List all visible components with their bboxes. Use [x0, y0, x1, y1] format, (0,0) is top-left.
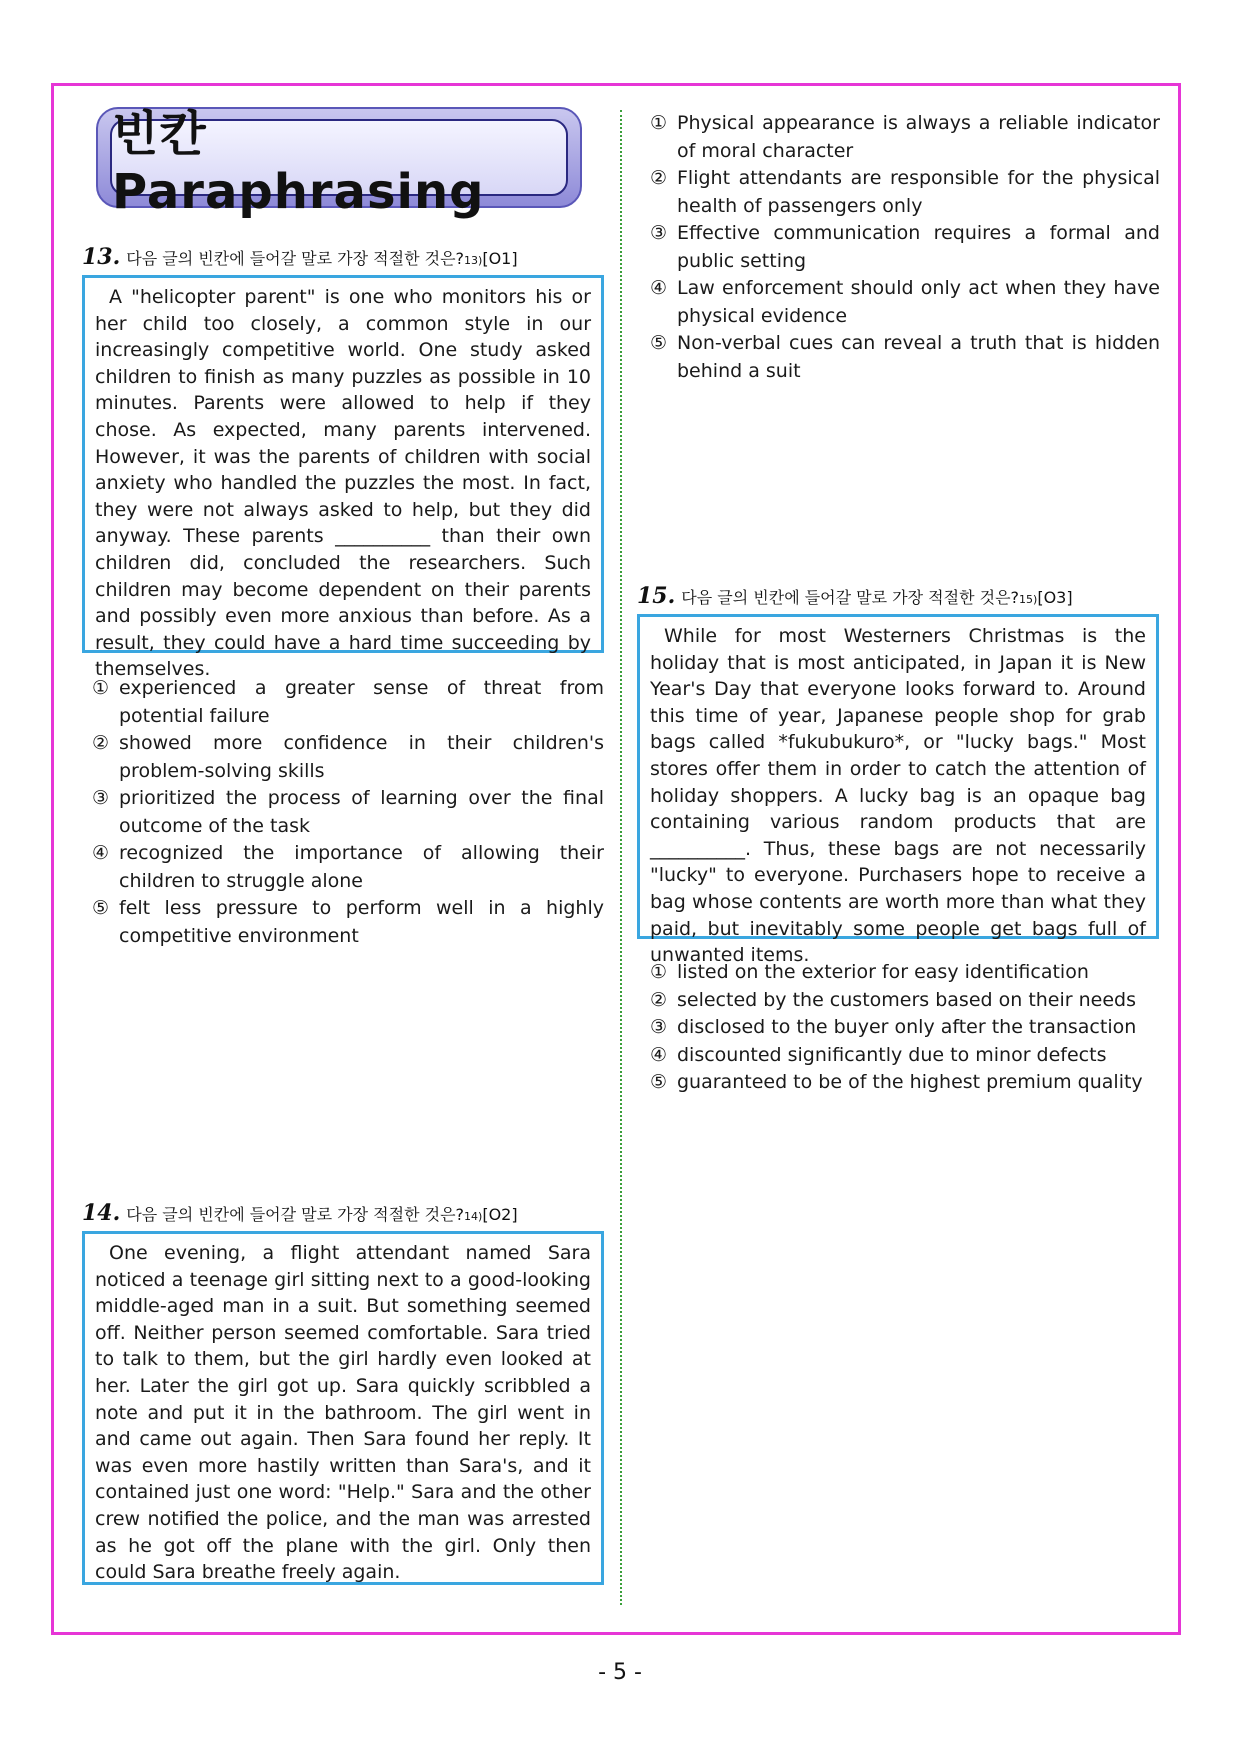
choice-text: experienced a greater sense of threat from potential failure [119, 677, 604, 727]
question-13-choices [92, 675, 604, 950]
choice-text: Effective communication requires a formal and public setting [677, 222, 1160, 272]
question-14-header [82, 1200, 518, 1226]
choice-text: Non-verbal cues can reveal a truth that is hidden behind a suit [677, 332, 1160, 382]
choice-text: disclosed to the buyer only after the transaction [677, 1016, 1137, 1038]
choice-text: discounted significantly due to minor defects [677, 1043, 1107, 1066]
choice-item[interactable] [650, 1069, 1160, 1097]
section-title-badge [96, 106, 582, 220]
choice-item[interactable] [650, 330, 1160, 385]
question-code: [O3] [1037, 588, 1073, 607]
question-number: 14. [82, 1200, 121, 1226]
question-15-header [637, 583, 1073, 609]
choice-text: Law enforcement should only act when they have physical evidence [677, 277, 1160, 327]
question-code: [O1] [482, 249, 518, 268]
choice-mark: ⑤ [92, 897, 110, 919]
choice-mark: ③ [650, 1016, 668, 1038]
question-14-passage: One evening, a flight attendant named Sara noticed a teenage girl sitting next to a good-looking middle-aged man in a suit. But something seemed off. Neither person seemed comfortable. Sara tried to talk to them, but the girl hardly even looked at her. Later the girl got up. Sara quickly scribbled a note and put it in the bathroom. The girl went in and came out again. Then Sara found her reply. It was even more hastily written than Sara's, and it contained just one word: "Help." Sara and the other crew notified the police, and the man was arrested as he got off the plane with the girl. Only then could Sara breathe freely again. [82, 1231, 604, 1585]
choice-mark: ② [650, 167, 668, 189]
footnote-ref: 13) [464, 254, 483, 267]
choice-mark: ⑤ [650, 1071, 668, 1093]
choice-text: guaranteed to be of the highest premium quality [677, 1071, 1143, 1093]
choice-mark: ④ [650, 1043, 668, 1066]
choice-item[interactable] [650, 987, 1160, 1015]
question-number: 13. [82, 244, 121, 270]
choice-item[interactable] [650, 275, 1160, 330]
footnote-ref: 15) [1019, 593, 1038, 606]
choice-item[interactable] [650, 110, 1160, 165]
choice-mark: ① [650, 961, 668, 983]
choice-text: felt less pressure to perform well in a highly competitive environment [119, 897, 604, 947]
choice-item[interactable] [92, 840, 604, 895]
choice-mark: ⑤ [650, 332, 668, 354]
choice-mark: ① [650, 112, 668, 134]
question-prompt: 다음 글의 빈칸에 들어갈 말로 가장 적절한 것은? [126, 1205, 465, 1224]
choice-mark: ④ [650, 277, 668, 299]
choice-mark: ④ [92, 842, 110, 864]
question-15-choices [650, 959, 1160, 1097]
choice-item[interactable] [92, 785, 604, 840]
page-number: - 5 - [598, 1660, 642, 1685]
question-prompt: 다음 글의 빈칸에 들어갈 말로 가장 적절한 것은? [681, 588, 1020, 607]
choice-item[interactable] [650, 959, 1160, 987]
question-prompt: 다음 글의 빈칸에 들어갈 말로 가장 적절한 것은? [126, 249, 465, 268]
question-13-header [82, 244, 518, 270]
choice-mark: ② [650, 988, 668, 1011]
choice-text: showed more confidence in their children's problem-solving skills [119, 732, 604, 782]
question-code: [O2] [482, 1205, 518, 1224]
choice-mark: ③ [92, 787, 110, 809]
choice-mark: ③ [650, 222, 668, 244]
question-15-passage: While for most Westerners Christmas is the holiday that is most anticipated, in Japan it is New Year's Day that everyone looks forward to. Around this time of year, Japanese people shop for grab bags called *fukubukuro*, or "lucky bags." Most stores offer them in order to catch the attention of holiday shoppers. A lucky bag is an opaque bag containing various random products that are __________. Thus, these bags are not necessarily "lucky" to everyone. Purchasers hope to receive a bag whose contents are worth more than what they paid, but inevitably some people get bags full of unwanted items. [637, 614, 1159, 939]
question-14-choices [650, 110, 1160, 385]
question-number: 15. [637, 583, 676, 609]
choice-item[interactable] [650, 1042, 1160, 1070]
question-13-passage: A "helicopter parent" is one who monitors his or her child too closely, a common style in our increasingly competitive world. One study asked children to finish as many puzzles as possible in 10 minutes. Parents were allowed to help if they chose. As expected, many parents intervened. However, it was the parents of children with social anxiety who handled the puzzles the most. In fact, they were not always asked to help, but they did anyway. These parents __________ than their own children did, concluded the researchers. Such children may become dependent on their parents and possibly even more anxious than before. As a result, they could have a hard time succeeding by themselves. [82, 275, 604, 653]
footnote-ref: 14) [464, 1210, 483, 1223]
choice-mark: ① [92, 677, 110, 699]
choice-item[interactable] [650, 1014, 1160, 1042]
choice-item[interactable] [92, 730, 604, 785]
choice-item[interactable] [650, 220, 1160, 275]
choice-item[interactable] [650, 165, 1160, 220]
section-title: 빈칸 Paraphrasing [110, 119, 568, 196]
choice-text: listed on the exterior for easy identification [677, 961, 1089, 983]
choice-item[interactable] [92, 675, 604, 730]
choice-mark: ② [92, 732, 110, 754]
choice-text: Flight attendants are responsible for the physical health of passengers only [677, 167, 1160, 217]
choice-text: recognized the importance of allowing their children to struggle alone [119, 842, 604, 892]
choice-text: prioritized the process of learning over the final outcome of the task [119, 787, 604, 837]
choice-text: Physical appearance is always a reliable indicator of moral character [677, 112, 1160, 162]
choice-item[interactable] [92, 895, 604, 950]
choice-text: selected by the customers based on their needs [677, 988, 1137, 1011]
column-divider [620, 110, 622, 1605]
